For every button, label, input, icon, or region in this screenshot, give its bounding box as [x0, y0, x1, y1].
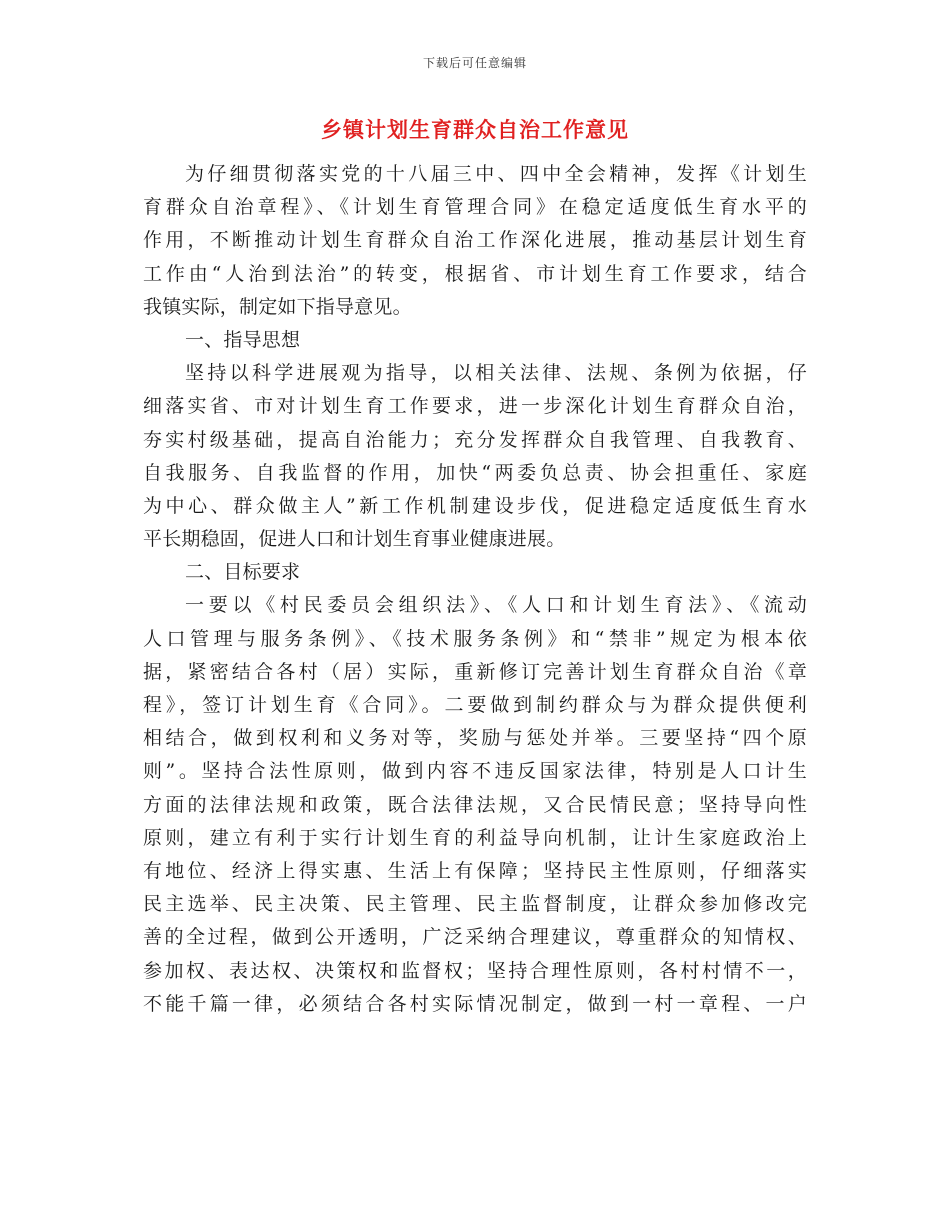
text-line: 作用，不断推动计划生育群众自治工作深化进展，推动基层计划生育 [143, 229, 807, 252]
text-line: 有地位、经济上得实惠、生活上有保障；坚持民主性原则，仔细落实 [143, 859, 807, 882]
text-line: 善的全过程，做到公开透明，广泛采纳合理建议，尊重群众的知情权、 [143, 926, 807, 949]
text-line: 民主选举、民主决策、民主管理、民主监督制度，让群众参加修改完 [143, 893, 807, 916]
text-line: 原则，建立有利于实行计划生育的利益导向机制，让计生家庭政治上 [143, 826, 807, 849]
header-note: 下载后可任意编辑 [422, 56, 527, 70]
text-line: 参加权、表达权、决策权和监督权；坚持合理性原则，各村村情不一， [143, 959, 807, 982]
text-line: 一、指导思想 [185, 328, 301, 351]
text-line: 夯实村级基础，提高自治能力；充分发挥群众自我管理、自我教育、 [143, 428, 807, 451]
text-line: 平长期稳固，促进人口和计划生育事业健康进展。 [143, 528, 566, 551]
text-line: 坚持以科学进展观为指导，以相关法律、法规、条例为依据，仔 [185, 362, 807, 385]
text-line: 则”。坚持合法性原则，做到内容不违反国家法律，特别是人口计生 [143, 760, 807, 783]
text-line: 二、目标要求 [185, 561, 301, 584]
text-line: 相结合，做到权利和义务对等，奖励与惩处并举。三要坚持“四个原 [143, 727, 807, 750]
text-line: 程》，签订计划生育《合同》。二要做到制约群众与为群众提供便利 [143, 694, 807, 716]
text-line: 为仔细贯彻落实党的十八届三中、四中全会精神，发挥《计划生 [185, 163, 807, 185]
text-line: 一要以《村民委员会组织法》、《人口和计划生育法》、《流动 [185, 594, 807, 617]
document-title: 乡镇计划生育群众自治工作意见 [321, 117, 629, 142]
text-line: 细落实省、市对计划生育工作要求，进一步深化计划生育群众自治， [143, 395, 807, 418]
text-line: 为中心、群众做主人”新工作机制建设步伐，促进稳定适度低生育水 [143, 494, 807, 517]
text-line: 自我服务、自我监督的作用，加快“两委负总责、协会担重任、家庭 [143, 461, 807, 484]
text-line: 方面的法律法规和政策，既合法律法规，又合民情民意；坚持导向性 [143, 793, 807, 816]
text-line: 育群众自治章程》、《计划生育管理合同》在稳定适度低生育水平的 [143, 196, 807, 219]
text-line: 据，紧密结合各村（居）实际，重新修订完善计划生育群众自治《章 [143, 660, 807, 683]
document-body [143, 158, 807, 1021]
text-line: 工作由“人治到法治”的转变，根据省、市计划生育工作要求，结合 [143, 262, 807, 285]
text-line: 我镇实际，制定如下指导意见。 [143, 295, 412, 318]
text-line: 人口管理与服务条例》、《技术服务条例》和“禁非”规定为根本依 [143, 627, 807, 650]
text-line: 不能千篇一律，必须结合各村实际情况制定，做到一村一章程、一户 [143, 992, 807, 1015]
